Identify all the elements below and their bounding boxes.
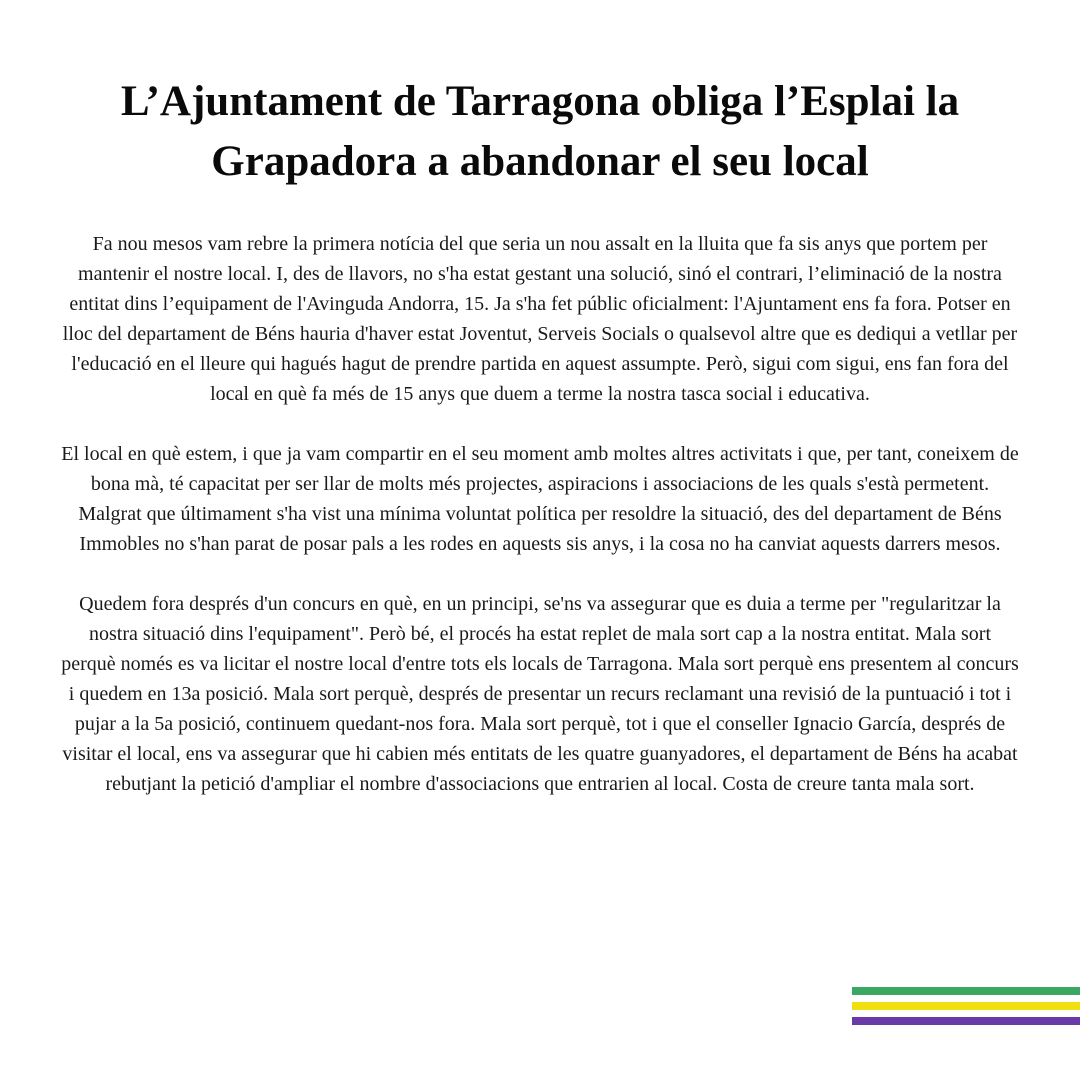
article-paragraph-3: Quedem fora després d'un concurs en què, en un principi, se'ns va assegurar que es duia a terme per "regularitzar la nostra situació dins l'equipament". Però bé, el procés ha estat replet de mala sort cap a la nostra entitat. Mala sort perquè només es va licitar el nostre local d'entre tots els locals de Tarragona. Mala sort perquè ens presentem al concurs i quedem en 13a posició. Mala sort perquè, després de presentar un recurs reclamant una revisió de la puntuació i tot i pujar a la 5a posició, continuem quedant-nos fora. Mala sort perquè, tot i que el conseller Ignacio García, després de visitar el local, ens va assegurar que hi cabien més entitats de les quatre guanyadores, el departament de Béns ha acabat rebutjant la petició d'ampliar el nombre d'associacions que entrarien al local. Costa de creure tanta mala sort. (61, 593, 1019, 795)
article-paragraph-1: Fa nou mesos vam rebre la primera notícia del que seria un nou assalt en la lluita que fa sis anys que portem per mantenir el nostre local. I, des de llavors, no s'ha estat gestant una solució, sinó el contrari, l’eliminació de la nostra entitat dins l’equipament de l'Avinguda Andorra, 15. Ja s'ha fet públic oficialment: l'Ajuntament ens fa fora. Potser en lloc del departament de Béns hauria d'haver estat Joventut, Serveis Socials o qualsevol altre que es dediqui a vetllar per l'educació en el lleure qui hagués hagut de prendre partida en aquest assumpte. Però, sigui com sigui, ens fan fora del local en què fa més de 15 anys que duem a terme la nostra tasca social i educativa. (62, 233, 1018, 405)
purple-stripe (852, 1017, 1080, 1025)
article-title: L’Ajuntament de Tarragona obliga l’Esplai la Grapadora a abandonar el seu local (120, 78, 960, 185)
article-body (60, 229, 1020, 829)
decorative-color-stripes (852, 987, 1080, 1025)
yellow-stripe (852, 1002, 1080, 1010)
green-stripe (852, 987, 1080, 995)
article-paragraph-2: El local en què estem, i que ja vam compartir en el seu moment amb moltes altres activitats i que, per tant, coneixem de bona mà, té capacitat per ser llar de molts més projectes, aspiracions i associacions de les quals s'està permetent. Malgrat que últimament s'ha vist una mínima voluntat política per resoldre la situació, des del departament de Béns Immobles no s'han parat de posar pals a les rodes en aquests sis anys, i la cosa no ha canviat aquests darrers mesos. (61, 443, 1019, 555)
